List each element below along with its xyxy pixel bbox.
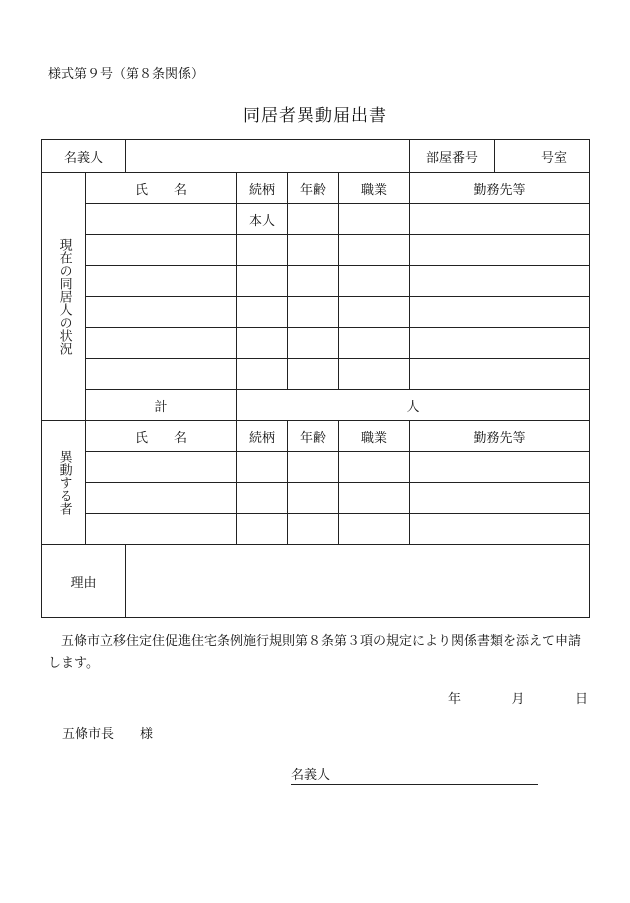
current-col-name: 氏 名 xyxy=(86,173,237,204)
relation-cell[interactable] xyxy=(237,359,288,390)
workplace-cell[interactable] xyxy=(410,297,590,328)
room-suffix: 号室 xyxy=(541,150,568,166)
age-cell[interactable] xyxy=(288,204,339,235)
applicant-name-field[interactable] xyxy=(126,140,410,173)
name-cell[interactable] xyxy=(86,297,237,328)
name-cell[interactable] xyxy=(86,359,237,390)
moving-col-workplace: 勤務先等 xyxy=(410,421,590,452)
name-cell[interactable] xyxy=(86,452,237,483)
current-col-occupation: 職業 xyxy=(339,173,410,204)
addressee: 五條市長 様 xyxy=(62,727,154,742)
name-cell[interactable] xyxy=(86,235,237,266)
current-row xyxy=(42,266,590,297)
date-month-label: 月 xyxy=(511,692,525,707)
relation-cell[interactable] xyxy=(237,266,288,297)
relation-cell[interactable] xyxy=(237,452,288,483)
name-cell[interactable] xyxy=(86,483,237,514)
age-cell[interactable] xyxy=(288,483,339,514)
total-row xyxy=(42,390,590,421)
workplace-cell[interactable] xyxy=(410,452,590,483)
current-col-relation: 続柄 xyxy=(237,173,288,204)
reason-label: 理由 xyxy=(42,545,126,618)
occupation-cell[interactable] xyxy=(339,297,410,328)
moving-col-age: 年齢 xyxy=(288,421,339,452)
occupation-cell[interactable] xyxy=(339,204,410,235)
occupation-cell[interactable] xyxy=(339,514,410,545)
workplace-cell[interactable] xyxy=(410,204,590,235)
total-count-field[interactable] xyxy=(237,390,590,421)
current-row xyxy=(42,359,590,390)
current-row xyxy=(42,328,590,359)
relation-cell[interactable] xyxy=(237,328,288,359)
name-cell[interactable] xyxy=(86,204,237,235)
current-side-label: 現在の同居人の状況 xyxy=(42,173,86,421)
declaration-text: 五條市立移住定住促進住宅条例施行規則第８条第３項の規定により関係書類を添えて申請します。 xyxy=(48,634,582,671)
current-row xyxy=(42,204,590,235)
occupation-cell[interactable] xyxy=(339,235,410,266)
workplace-cell[interactable] xyxy=(410,235,590,266)
workplace-cell[interactable] xyxy=(410,514,590,545)
age-cell[interactable] xyxy=(288,452,339,483)
occupation-cell[interactable] xyxy=(339,359,410,390)
occupation-cell[interactable] xyxy=(339,483,410,514)
age-cell[interactable] xyxy=(288,266,339,297)
page-title: 同居者異動届出書 xyxy=(243,106,387,126)
reason-field[interactable] xyxy=(126,545,590,618)
relation-cell[interactable] xyxy=(237,297,288,328)
moving-row xyxy=(42,514,590,545)
workplace-cell[interactable] xyxy=(410,328,590,359)
relation-cell[interactable] xyxy=(237,483,288,514)
moving-col-occupation: 職業 xyxy=(339,421,410,452)
relation-cell[interactable] xyxy=(237,514,288,545)
applicant-label: 名義人 xyxy=(42,140,126,173)
room-number-label: 部屋番号 xyxy=(410,140,495,172)
total-suffix: 人 xyxy=(406,399,420,415)
occupation-cell[interactable] xyxy=(339,452,410,483)
current-col-age: 年齢 xyxy=(288,173,339,204)
occupation-cell[interactable] xyxy=(339,266,410,297)
date-year-label: 年 xyxy=(448,692,462,707)
relation-cell: 本人 xyxy=(237,204,288,235)
name-cell[interactable] xyxy=(86,514,237,545)
date-day-label: 日 xyxy=(574,692,588,707)
workplace-cell[interactable] xyxy=(410,266,590,297)
moving-col-relation: 続柄 xyxy=(237,421,288,452)
age-cell[interactable] xyxy=(288,359,339,390)
date-line xyxy=(448,688,588,707)
signature-line[interactable] xyxy=(291,764,538,785)
moving-side-label: 異動する者 xyxy=(42,421,86,545)
workplace-cell[interactable] xyxy=(410,483,590,514)
current-row xyxy=(42,235,590,266)
moving-row xyxy=(42,483,590,514)
application-table xyxy=(41,139,590,618)
workplace-cell[interactable] xyxy=(410,359,590,390)
signature-label: 名義人 xyxy=(291,768,331,783)
name-cell[interactable] xyxy=(86,328,237,359)
total-label: 計 xyxy=(86,390,237,421)
name-cell[interactable] xyxy=(86,266,237,297)
occupation-cell[interactable] xyxy=(339,328,410,359)
room-number-field[interactable] xyxy=(495,140,590,172)
room-number-group xyxy=(410,140,589,172)
age-cell[interactable] xyxy=(288,297,339,328)
moving-row xyxy=(42,452,590,483)
relation-cell[interactable] xyxy=(237,235,288,266)
form-number: 様式第９号（第８条関係） xyxy=(48,67,205,82)
age-cell[interactable] xyxy=(288,235,339,266)
age-cell[interactable] xyxy=(288,514,339,545)
current-col-workplace: 勤務先等 xyxy=(410,173,590,204)
moving-col-name: 氏 名 xyxy=(86,421,237,452)
age-cell[interactable] xyxy=(288,328,339,359)
current-row xyxy=(42,297,590,328)
